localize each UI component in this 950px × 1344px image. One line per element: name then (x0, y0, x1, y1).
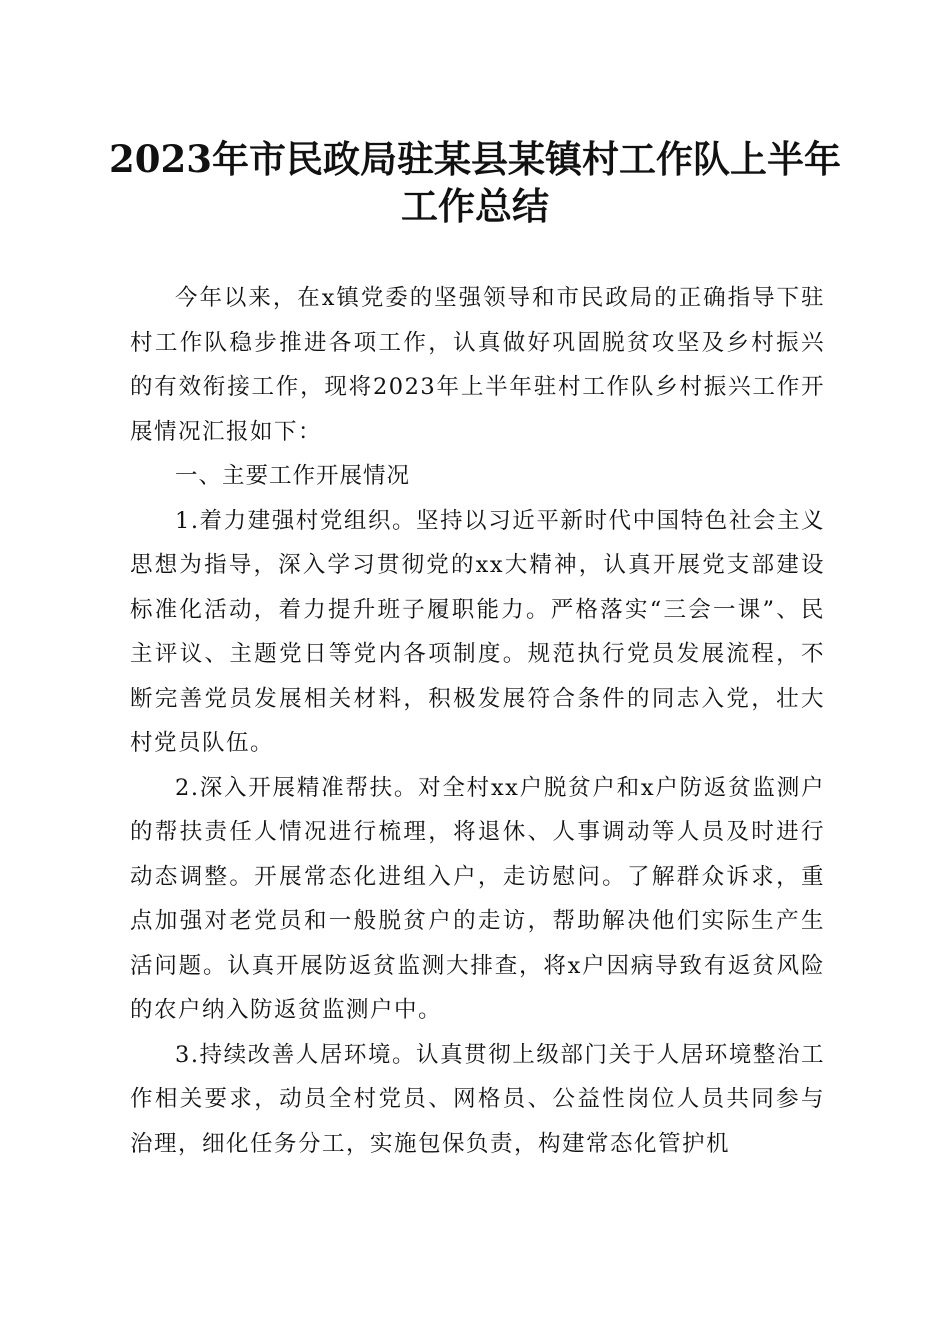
intro-paragraph: 今年以来，在x镇党委的坚强领导和市民政局的正确指导下驻村工作队稳步推进各项工作，认真做好巩固脱贫攻坚及乡村振兴的有效衔接工作，现将2023年上半年驻村工作队乡村振兴工作开展情况汇报如下： (130, 285, 825, 445)
paragraph-item-1: 1.着力建强村党组织。坚持以习近平新时代中国特色社会主义思想为指导，深入学习贯彻党的xx大精神，认真开展党支部建设标准化活动，着力提升班子履职能力。严格落实“三会一课”、民主评议、主题党日等党内各项制度。规范执行党员发展流程，不断完善党员发展相关材料，积极发展符合条件的同志入党，壮大村党员队伍。 (130, 507, 825, 756)
document-title: 2023年市民政局驻某县某镇村工作队上半年工作总结 (109, 137, 841, 228)
section-heading: 一、主要工作开展情况 (175, 463, 411, 489)
document-body (130, 276, 825, 1166)
paragraph-item-2: 2.深入开展精准帮扶。对全村xx户脱贫户和x户防返贫监测户的帮扶责任人情况进行梳理，将退休、人事调动等人员及时进行动态调整。开展常态化进组入户，走访慰问。了解群众诉求，重点加强对老党员和一般脱贫户的走访，帮助解决他们实际生产生活问题。认真开展防返贫监测大排查，将x户因病导致有返贫风险的农户纳入防返贫监测户中。 (130, 774, 825, 1023)
paragraph-item-3: 3.持续改善人居环境。认真贯彻上级部门关于人居环境整治工作相关要求，动员全村党员、网格员、公益性岗位人员共同参与治理，细化任务分工，实施包保负责，构建常态化管护机 (130, 1041, 825, 1157)
